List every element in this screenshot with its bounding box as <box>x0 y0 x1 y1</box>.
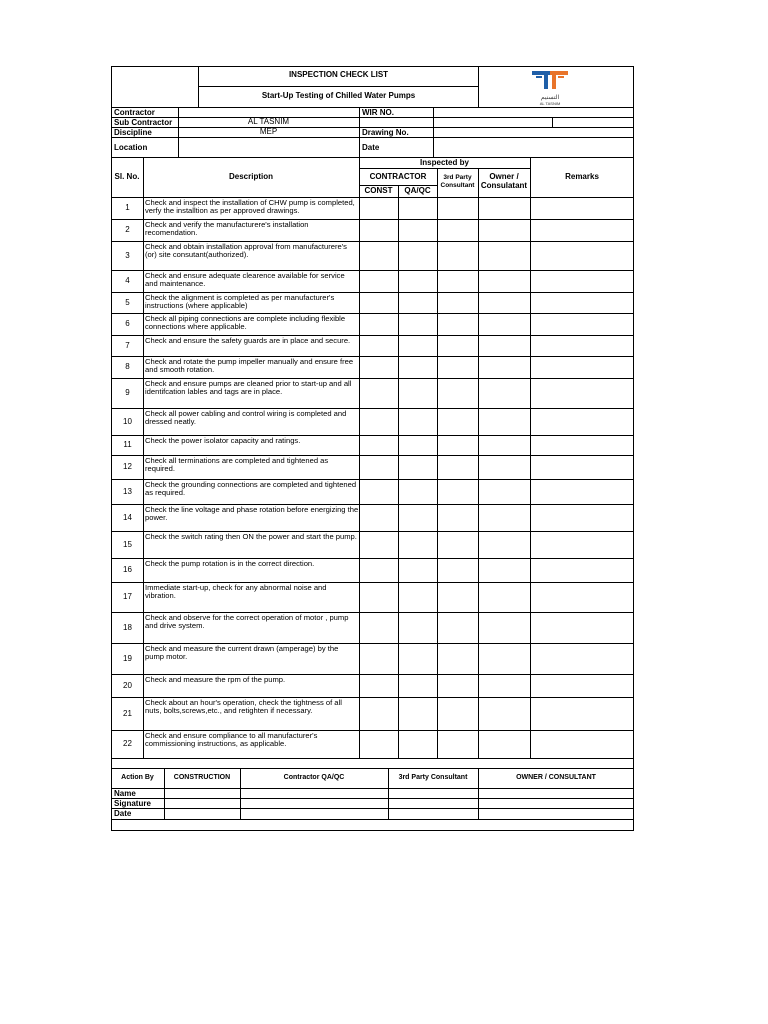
item-number: 2 <box>125 225 130 234</box>
item-number: 6 <box>125 319 130 328</box>
item-number: 3 <box>125 251 130 260</box>
logo-text-english: AL TASNIM <box>539 101 561 106</box>
item-description: Check about an hour's operation, check the tightness of all nuts, bolts,screws,etc., and retighten if necessary. <box>145 698 342 715</box>
item-description: Check the line voltage and phase rotation before energizing the power. <box>145 505 359 522</box>
divider <box>111 157 634 158</box>
item-number: 12 <box>123 462 132 471</box>
item-description: Check and ensure adequate clearence available for service and maintenance. <box>145 271 345 288</box>
divider <box>111 768 634 769</box>
item-number: 1 <box>125 203 130 212</box>
discipline-label: Discipline <box>114 128 152 137</box>
col-inspected-by: Inspected by <box>420 158 469 167</box>
divider <box>143 157 144 758</box>
item-description: Check and measure the current drawn (amperage) by the pump motor. <box>145 644 339 661</box>
col-qaqc: QA/QC <box>404 186 431 195</box>
divider <box>437 168 438 758</box>
col-third-party-line1: 3rd Party <box>443 174 472 181</box>
divider <box>530 157 531 758</box>
item-number: 7 <box>125 341 130 350</box>
item-number: 13 <box>123 487 132 496</box>
item-description: Check and observe for the correct operation of motor , pump and drive system. <box>145 613 349 630</box>
item-description: Check and measure the rpm of the pump. <box>145 675 286 684</box>
item-description: Check and ensure pumps are cleaned prior to start-up and all identifcation lables and tags are in place. <box>145 379 352 396</box>
item-number: 10 <box>123 417 132 426</box>
item-description: Check the switch rating then ON the power and start the pump. <box>145 532 357 541</box>
item-number: 11 <box>123 440 132 449</box>
item-number: 17 <box>123 592 132 601</box>
item-description: Check and rotate the pump impeller manually and ensure free and smooth rotation. <box>145 357 354 374</box>
location-label: Location <box>114 143 148 152</box>
item-number: 21 <box>123 709 132 718</box>
divider <box>198 86 479 87</box>
divider <box>111 137 634 138</box>
signoff-action-by: Action By <box>121 774 154 781</box>
item-description: Immediate start-up, check for any abnormal noise and vibration. <box>145 583 327 600</box>
item-description: Check the grounding connections are completed and tightened as required. <box>145 480 357 497</box>
item-number: 15 <box>123 540 132 549</box>
signoff-signature-label: Signature <box>114 799 151 808</box>
signoff-contractor-qaqc: Contractor QA/QC <box>283 774 345 781</box>
divider <box>111 798 634 799</box>
discipline-value: MEP <box>259 127 278 136</box>
item-description: Check and ensure the safety guards are in place and secure. <box>145 336 351 345</box>
drawing-label: Drawing No. <box>362 128 409 137</box>
col-owner-line2: Consulatant <box>480 181 528 190</box>
item-description: Check and obtain installation approval from manufacturere's (or) site consutant(authorized). <box>145 242 347 259</box>
item-number: 18 <box>123 623 132 632</box>
item-description: Check the alignment is completed as per manufacturer's instructions (where applicable) <box>145 293 335 310</box>
item-description: Check and ensure compliance to all manufacturer's commissioning instructions, as applicable. <box>145 731 318 748</box>
date-label: Date <box>362 143 380 152</box>
contractor-label: Contractor <box>114 108 155 117</box>
item-description: Check all piping connections are complete including flexible connections where applicable. <box>145 314 346 331</box>
divider <box>111 758 634 759</box>
signoff-date-label: Date <box>114 809 132 818</box>
divider <box>478 168 479 758</box>
item-number: 14 <box>123 513 132 522</box>
item-number: 22 <box>123 739 132 748</box>
divider <box>359 168 531 169</box>
subcontractor-value: AL TASNIM <box>247 117 290 126</box>
signoff-third-party: 3rd Party Consultant <box>398 774 468 781</box>
col-const: CONST <box>364 186 393 195</box>
logo-icon <box>530 70 570 90</box>
item-description: Check all terminations are completed and tightened as required. <box>145 456 329 473</box>
col-owner-line1: Owner / <box>489 172 519 181</box>
subcontractor-label: Sub Contractor <box>114 118 173 127</box>
col-remarks: Remarks <box>565 172 599 181</box>
logo-text-arabic: التسنيم <box>540 95 560 101</box>
item-number: 8 <box>125 362 130 371</box>
item-description: Check the power isolator capacity and ratings. <box>145 436 301 445</box>
item-number: 16 <box>123 565 132 574</box>
signoff-name-label: Name <box>114 789 136 798</box>
item-number: 20 <box>123 681 132 690</box>
divider <box>359 157 360 758</box>
item-description: Check and verify the manufacturere's installation recomendation. <box>145 220 309 237</box>
company-logo <box>530 70 570 104</box>
signoff-owner-consultant: OWNER / CONSULTANT <box>516 774 596 781</box>
divider <box>111 788 634 789</box>
wir-label: WIR NO. <box>362 108 394 117</box>
divider <box>359 107 360 157</box>
signoff-construction: CONSTRUCTION <box>173 774 231 781</box>
page-title: INSPECTION CHECK LIST <box>288 70 389 79</box>
divider <box>111 819 634 820</box>
item-description: Check the pump rotation is in the correct direction. <box>145 559 315 568</box>
item-number: 19 <box>123 654 132 663</box>
col-sl-no: Sl. No. <box>114 172 140 181</box>
divider <box>552 117 553 127</box>
divider <box>111 808 634 809</box>
col-contractor: CONTRACTOR <box>369 172 427 181</box>
item-description: Check and inspect the installation of CHW pump is completed, verfy the installtion as per approved drawings. <box>145 198 355 215</box>
col-third-party-line2: Consultant <box>440 182 475 189</box>
item-number: 5 <box>125 298 130 307</box>
col-description: Description <box>228 172 273 181</box>
item-description: Check all power cabling and control wiring is completed and dressed neatly. <box>145 409 347 426</box>
page-subtitle: Start-Up Testing of Chilled Water Pumps <box>261 91 416 100</box>
item-number: 9 <box>125 388 130 397</box>
item-number: 4 <box>125 276 130 285</box>
divider <box>433 107 434 157</box>
